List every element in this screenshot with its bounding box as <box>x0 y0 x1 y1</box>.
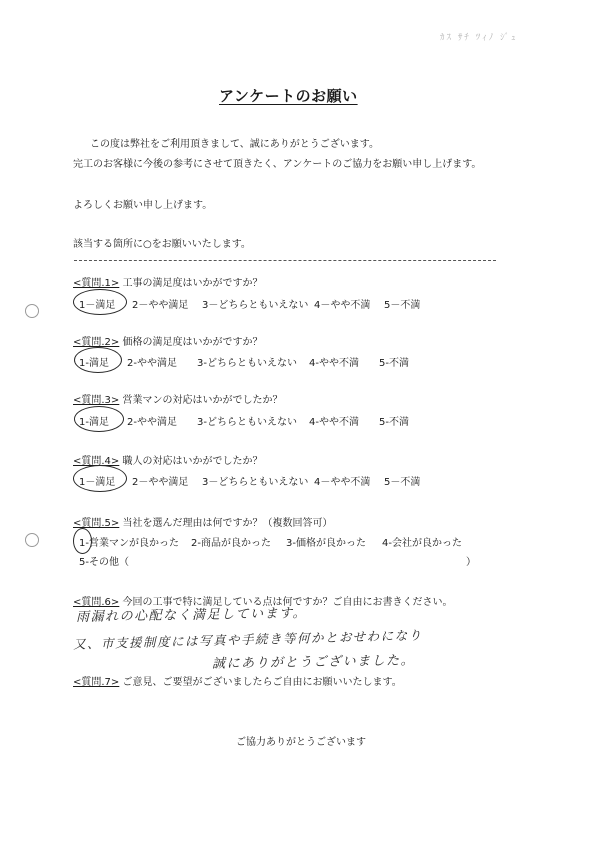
q1-option-1[interactable]: 1－満足 <box>79 300 116 311</box>
q2-option-2[interactable]: 2-やや満足 <box>127 358 177 369</box>
q5-selection-circle <box>73 528 92 554</box>
q4-option-2[interactable]: 2－やや満足 <box>132 477 189 488</box>
question-4-text: 職人の対応はいかがでしたか？ <box>122 456 263 467</box>
q4-selection-circle <box>73 465 127 492</box>
dashed-divider <box>74 260 496 261</box>
question-7-label: <質問.7> <box>73 677 120 688</box>
question-2 <box>73 333 263 348</box>
question-1-label: <質問.1> <box>73 278 120 289</box>
handwritten-answer-line-2: 又、市支援制度には写真や手続き等何かとおせわになり <box>72 627 423 652</box>
punch-hole-bottom <box>25 533 39 547</box>
question-6-label: <質問.6> <box>73 597 120 608</box>
q1-option-4[interactable]: 4－やや不満 <box>314 300 371 311</box>
faint-stamp: ｶｽ ｻﾁ ﾂｨﾉ ｼﾞｭ <box>440 33 518 43</box>
q4-option-4[interactable]: 4－やや不満 <box>314 477 371 488</box>
q2-option-3[interactable]: 3-どちらともいえない <box>197 358 297 369</box>
q2-option-1[interactable]: 1-満足 <box>79 358 109 369</box>
q1-option-3[interactable]: 3－どちらともいえない <box>202 300 309 311</box>
q3-option-1[interactable]: 1-満足 <box>79 417 109 428</box>
question-1 <box>73 274 263 289</box>
q1-option-2[interactable]: 2－やや満足 <box>132 300 189 311</box>
q3-option-4[interactable]: 4-やや不満 <box>309 417 359 428</box>
handwritten-answer-line-1: 雨漏れの心配なく満足しています。 <box>75 605 308 626</box>
question-5-label: <質問.5> <box>73 518 120 529</box>
question-4-options <box>79 473 420 488</box>
question-2-options <box>79 354 409 369</box>
q1-selection-circle <box>73 289 127 315</box>
page-title: アンケートのお願い <box>219 87 358 105</box>
question-3-options <box>79 413 409 428</box>
intro-line-3: よろしくお願い申し上げます。 <box>73 200 213 211</box>
question-3-text: 営業マンの対応はいかがでしたか？ <box>122 395 283 406</box>
question-7-text: ご意見、ご要望がございましたらご自由にお願いいたします。 <box>122 677 402 688</box>
question-3 <box>73 391 283 406</box>
question-3-label: <質問.3> <box>73 395 120 406</box>
question-5-options <box>79 534 462 549</box>
q2-selection-circle <box>74 347 122 373</box>
q4-option-1[interactable]: 1－満足 <box>79 477 116 488</box>
question-1-text: 工事の満足度はいかがですか？ <box>122 278 263 289</box>
handwritten-answer-line-3: 誠にありがとうございました。 <box>211 653 416 672</box>
q2-option-5[interactable]: 5-不満 <box>379 358 409 369</box>
question-5-text: 当社を選んだ理由は何ですか？（複数回答可） <box>122 518 333 529</box>
q5-option-1[interactable]: 1-営業マンが良かった <box>79 538 179 549</box>
q3-option-2[interactable]: 2-やや満足 <box>127 417 177 428</box>
question-2-label: <質問.2> <box>73 337 120 348</box>
question-7 <box>73 673 402 688</box>
q5-option-other[interactable]: 5-その他（ <box>79 557 129 568</box>
closing-message: ご協力ありがとうございます <box>236 737 366 748</box>
q5-option-2[interactable]: 2-商品が良かった <box>191 538 271 549</box>
question-2-text: 価格の満足度はいかがですか？ <box>122 337 263 348</box>
question-4-label: <質問.4> <box>73 456 120 467</box>
q3-option-3[interactable]: 3-どちらともいえない <box>197 417 297 428</box>
question-5 <box>73 514 333 529</box>
q5-other-close: ） <box>466 557 476 568</box>
q3-option-5[interactable]: 5-不満 <box>379 417 409 428</box>
punch-hole-top <box>25 304 39 318</box>
q1-option-5[interactable]: 5－不満 <box>384 300 421 311</box>
q5-option-4[interactable]: 4-会社が良かった <box>382 538 462 549</box>
intro-line-2: 完工のお客様に今後の参考にさせて頂きたく、アンケートのご協力をお願い申し上げます。 <box>73 159 482 170</box>
intro-line-1: この度は弊社をご利用頂きまして、誠にありがとうございます。 <box>90 139 379 150</box>
question-6-text: 今回の工事で特に満足している点は何ですか？ご自由にお書きください。 <box>122 597 453 608</box>
q5-option-3[interactable]: 3-価格が良かった <box>286 538 366 549</box>
q4-option-3[interactable]: 3－どちらともいえない <box>202 477 309 488</box>
q3-selection-circle <box>74 406 124 432</box>
intro-line-4: 該当する箇所に○をお願いいたします。 <box>73 239 251 250</box>
question-1-options <box>79 296 420 311</box>
q2-option-4[interactable]: 4-やや不満 <box>309 358 359 369</box>
q4-option-5[interactable]: 5－不満 <box>384 477 421 488</box>
